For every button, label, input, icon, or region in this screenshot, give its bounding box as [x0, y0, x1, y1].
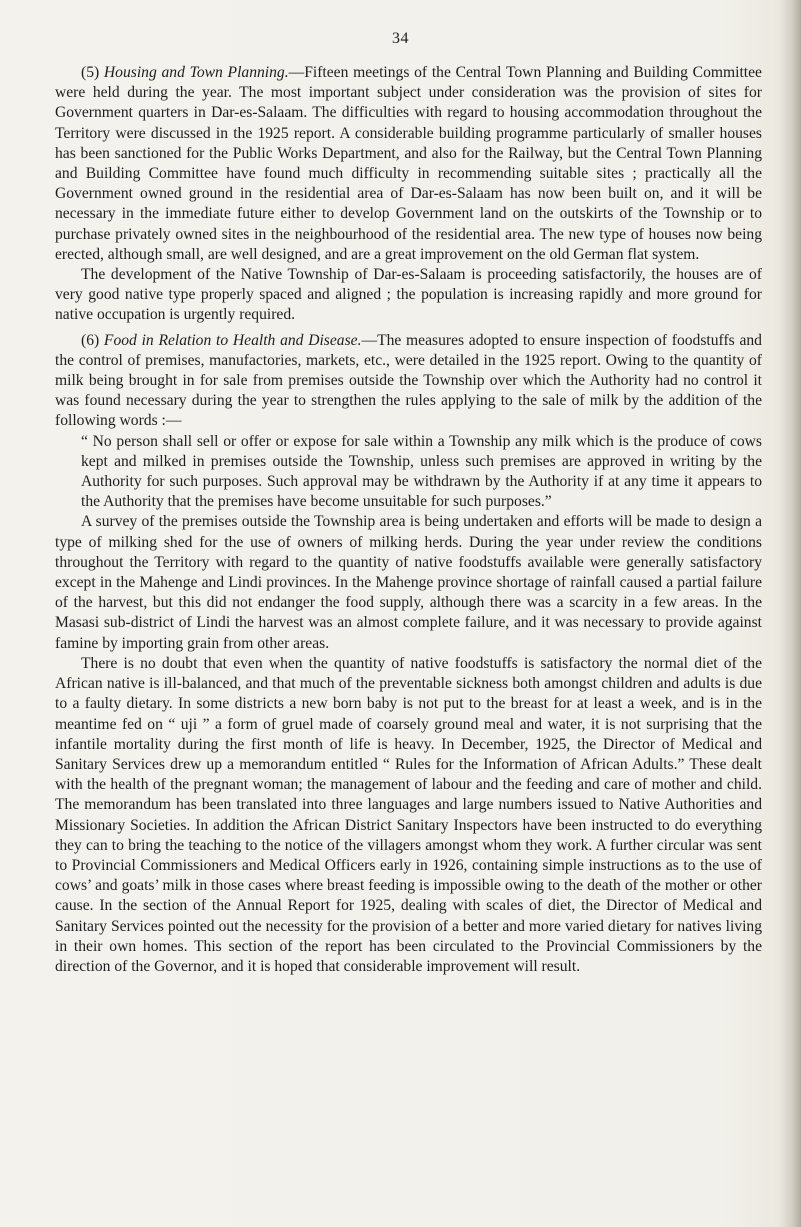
- section-title-housing: Housing and Town Planning.: [103, 64, 289, 81]
- section-title-food: Food in Relation to Health and Disease.: [103, 331, 362, 349]
- paragraph-text: The development of the Native Township of Dar-es-Salaam is proceeding satisfactorily, the houses are of very good native type properly spaced and aligned ; the population is increasing rapidly and more ground for native occupation is urgently required.: [55, 266, 762, 324]
- quoted-milk-rule: [81, 432, 762, 513]
- paragraph-text: —The measures adopted to ensure inspection of foodstuffs and the control of premises, manufactories, markets, etc., were detailed in the 1925 report. Owing to the quantity of milk being brought in for sale from premises outside the Township over which the Authority had no control it was found necessary during the year to strengthen the rules applying to the sale of milk by the addition of the following words :—: [55, 331, 762, 430]
- paragraph-native-township: [55, 265, 762, 326]
- paragraph-food-health: [55, 331, 762, 432]
- paragraph-text: There is no doubt that even when the quantity of native foodstuffs is satisfactory the normal diet of the African native is ill-balanced, and that much of the preventable sickness both amongst children and adults is due to a faulty dietary. In some districts a new born baby is not put to the breast for at least a week, and is in the meantime fed on “ uji ” a form of gruel made of coarsely ground meal and water, it is not surprising that the infantile mortality during the first month of life is heavy. In December, 1925, the Director of Medical and Sanitary Services drew up a memorandum entitled “ Rules for the Information of African Adults.” These dealt with the health of the pregnant woman; the management of labour and the feeding and care of mother and child. The memorandum has been translated into three languages and large numbers issued to Native Authorities and Missionary Societies. In addition the African District Sanitary Inspectors have been instructed to do everything they can to bring the teaching to the notice of the villagers amongst whom they work. A further circular was sent to Provincial Commissioners and Medical Officers early in 1926, containing simple instructions as to the use of cows’ and goats’ milk in those cases where breast feeding is impossible owing to the death of the mother or other cause. In the section of the Annual Report for 1925, dealing with scales of diet, the Director of Medical and Sanitary Services pointed out the necessity for the provision of a better and more varied dietary for natives living in their own homes. This section of the report has been circulated to the Provincial Commissioners by the direction of the Governor, and it is hoped that considerable improvement will result.: [55, 654, 762, 975]
- page-edge-shadow: [779, 0, 801, 1227]
- section-number: (5): [81, 64, 104, 81]
- paragraph-text: A survey of the premises outside the Township area is being undertaken and efforts will be made to design a type of milking shed for the use of owners of milking herds. During the year under review the conditions throughout the Territory with regard to the quantity of native foodstuffs available were generally satisfactory except in the Mahenge and Lindi provinces. In the Mahenge province shortage of rainfall caused a partial failure of the harvest, but this did not endanger the food supply, although there was a scarcity in a few areas. In the Masasi sub-district of Lindi the harvest was an almost complete failure, and it was necessary to provide against famine by importing grain from other areas.: [55, 513, 762, 652]
- paragraph-native-diet: [55, 654, 762, 977]
- paragraph-text: —Fifteen meetings of the Central Town Planning and Building Committee were held during the year. The most important subject under consideration was the provision of sites for Government quarters in Dar-es-Salaam. The difficulties with regard to housing accommodation throughout the Territory were discussed in the 1925 report. A considerable building programme particularly of smaller houses has been sanctioned for the Public Works Department, and also for the Railway, but the Central Town Planning and Building Committee have found much difficulty in recommending suitable sites ; practically all the Government owned ground in the residential area of Dar-es-Salaam has now been built on, and it will be necessary in the immediate future either to develop Government land on the outskirts of the Township or to purchase privately owned sites in the neighbourhood of the residential area. The new type of houses now being erected, although small, are well designed, and are a great improvement on the old German flat system.: [55, 64, 762, 263]
- paragraph-survey-premises: [55, 512, 762, 653]
- page-number: 34: [392, 30, 409, 47]
- paragraph-housing-town-planning: [55, 63, 762, 265]
- section-number: (6): [81, 331, 104, 349]
- body-text: [55, 58, 762, 977]
- quote-text: “ No person shall sell or offer or expose for sale within a Township any milk which is the produce of cows kept and milked in premises outside the Township, unless such premises are approved in writing by the Authority for such purposes. Such approval may be withdrawn by the Authority if at any time it appears to the Authority that the premises have become unsuitable for such purposes.”: [81, 432, 762, 511]
